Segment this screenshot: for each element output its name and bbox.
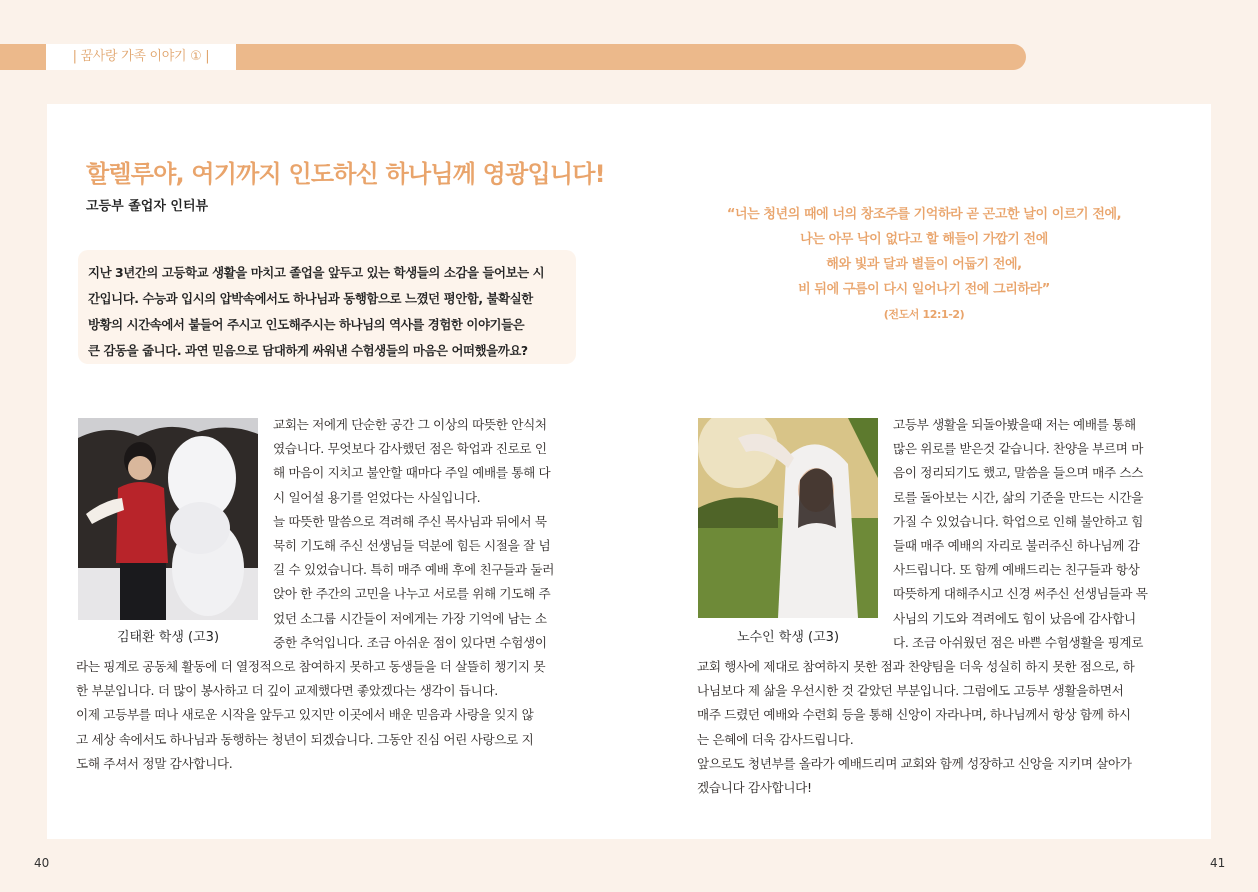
garden-photo-illustration — [698, 418, 878, 618]
quote-line: 비 뒤에 구름이 다시 일어나기 전에 그리하라” — [798, 282, 1050, 297]
left-text-wrap — [273, 413, 554, 655]
left-text-full — [76, 655, 545, 776]
text-line: 로를 돌아보는 시간, 삶의 기준을 만드는 시간을 — [893, 489, 1144, 505]
text-line: 묵히 기도해 주신 선생님들 덕분에 힘든 시절을 잘 넘 — [273, 538, 551, 554]
text-line: 였습니다. 무엇보다 감사했던 점은 학업과 진로로 인 — [273, 441, 547, 457]
intro-line: 방황의 시간속에서 붙들어 주시고 인도해주시는 하나님의 역사를 경험한 이야기들은 — [88, 317, 525, 332]
text-line: 중한 추억입니다. 조금 아쉬운 점이 있다면 수험생이 — [273, 634, 547, 650]
intro-line: 간입니다. 수능과 입시의 압박속에서도 하나님과 동행함으로 느꼈던 평안함, 불확실한 — [88, 291, 533, 306]
text-line: 해 마음이 지치고 불안할 때마다 주일 예배를 통해 다 — [273, 465, 551, 481]
article-headline: 할렐루야, 여기까지 인도하신 하나님께 영광입니다! — [86, 160, 605, 188]
text-line: 한 부분입니다. 더 많이 봉사하고 더 깊이 교제했다면 좋았겠다는 생각이 듭니다. — [76, 683, 498, 699]
section-tab: | 꿈사랑 가족 이야기 ① | — [46, 44, 236, 70]
text-line: 었던 소그룹 시간들이 저에게는 가장 기억에 남는 소 — [273, 610, 547, 626]
page-number-right: 41 — [1210, 856, 1226, 870]
right-text-wrap — [893, 413, 1148, 655]
right-text-full — [697, 655, 1134, 800]
text-line: 음이 정리되기도 했고, 말씀을 들으며 매주 스스 — [893, 465, 1144, 481]
text-line: 사님의 기도와 격려에도 힘이 났음에 감사합니 — [893, 610, 1136, 626]
text-line: 라는 핑계로 공동체 활동에 더 열정적으로 참여하지 못하고 동생들을 더 살뜰히 챙기지 못 — [76, 659, 546, 674]
text-line: 고등부 생활을 되돌아봤을때 저는 예배를 통해 — [893, 417, 1136, 432]
student-photo-left — [78, 418, 258, 620]
quote-line: 나는 아무 낙이 없다고 할 해들이 가깝기 전에 — [800, 232, 1048, 247]
student-photo-right — [698, 418, 878, 618]
text-line: 사드립니다. 또 함께 예배드리는 친구들과 항상 — [893, 562, 1140, 578]
page-number-left: 40 — [34, 856, 50, 870]
text-line: 길 수 있었습니다. 특히 매주 예배 후에 친구들과 둘러 — [273, 562, 555, 578]
text-line: 도해 주셔서 정말 감사합니다. — [76, 755, 233, 771]
text-line: 매주 드렸던 예배와 수련회 등을 통해 신앙이 자라나며, 하나님께서 항상 함께 하시 — [697, 707, 1131, 723]
student-caption-right: 노수인 학생 (고3) — [736, 630, 840, 645]
text-line: 많은 위로를 받은것 같습니다. 찬양을 부르며 마 — [893, 441, 1144, 457]
snowman-photo-illustration — [78, 418, 258, 620]
text-line: 겠습니다 감사합니다! — [697, 780, 812, 796]
text-line: 는 은혜에 더욱 감사드립니다. — [697, 731, 854, 747]
text-line: 들때 매주 예배의 자리로 불러주신 하나님께 감 — [893, 538, 1140, 554]
text-line: 고 세상 속에서도 하나님과 동행하는 청년이 되겠습니다. 그동안 진심 어린 사랑으로 지 — [76, 731, 534, 747]
article-subtitle: 고등부 졸업자 인터뷰 — [86, 199, 209, 214]
quote-line: “너는 청년의 때에 너의 창조주를 기억하라 곧 곤고한 날이 이르기 전에, — [726, 207, 1122, 222]
text-line: 다. 조금 아쉬웠던 점은 바쁜 수험생활을 핑계로 — [893, 634, 1144, 650]
quote-line: 해와 빛과 달과 별들이 어둡기 전에, — [826, 257, 1022, 272]
intro-line: 지난 3년간의 고등학교 생활을 마치고 졸업을 앞두고 있는 학생들의 소감을 들어보는 시 — [88, 265, 545, 280]
intro-line: 큰 감동을 줍니다. 과연 믿음으로 담대하게 싸워낸 수험생들의 마음은 어떠했을까요? — [88, 343, 528, 358]
text-line: 앉아 한 주간의 고민을 나누고 서로를 위해 기도해 주 — [273, 586, 551, 602]
intro-box — [78, 250, 576, 364]
text-line: 앞으로도 청년부를 올라가 예배드리며 교회와 함께 성장하고 신앙을 지키며 살아가 — [697, 755, 1132, 771]
text-line: 이제 고등부를 떠나 새로운 시작을 앞두고 있지만 이곳에서 배운 믿음과 사랑을 잊지 않 — [76, 707, 534, 723]
text-line: 나님보다 제 삶을 우선시한 것 같았던 부분입니다. 그럼에도 고등부 생활을하면서 — [697, 683, 1124, 699]
text-line: 가질 수 있었습니다. 학업으로 인해 불안하고 힘 — [893, 513, 1144, 529]
text-line: 교회 행사에 제대로 참여하지 못한 점과 찬양팀을 더욱 성실히 하지 못한 점으로, 하 — [697, 659, 1135, 674]
text-line: 늘 따뜻한 말씀으로 격려해 주신 목사님과 뒤에서 묵 — [273, 513, 547, 529]
text-line: 교회는 저에게 단순한 공간 그 이상의 따뜻한 안식처 — [273, 417, 547, 432]
quote-reference: (전도서 12:1-2) — [883, 308, 965, 321]
student-caption-left: 김태환 학생 (고3) — [116, 630, 220, 645]
text-line: 따뜻하게 대해주시고 신경 써주신 선생님들과 목 — [893, 586, 1148, 602]
bible-quote — [676, 202, 1172, 328]
text-line: 시 일어설 용기를 얻었다는 사실입니다. — [273, 489, 481, 505]
